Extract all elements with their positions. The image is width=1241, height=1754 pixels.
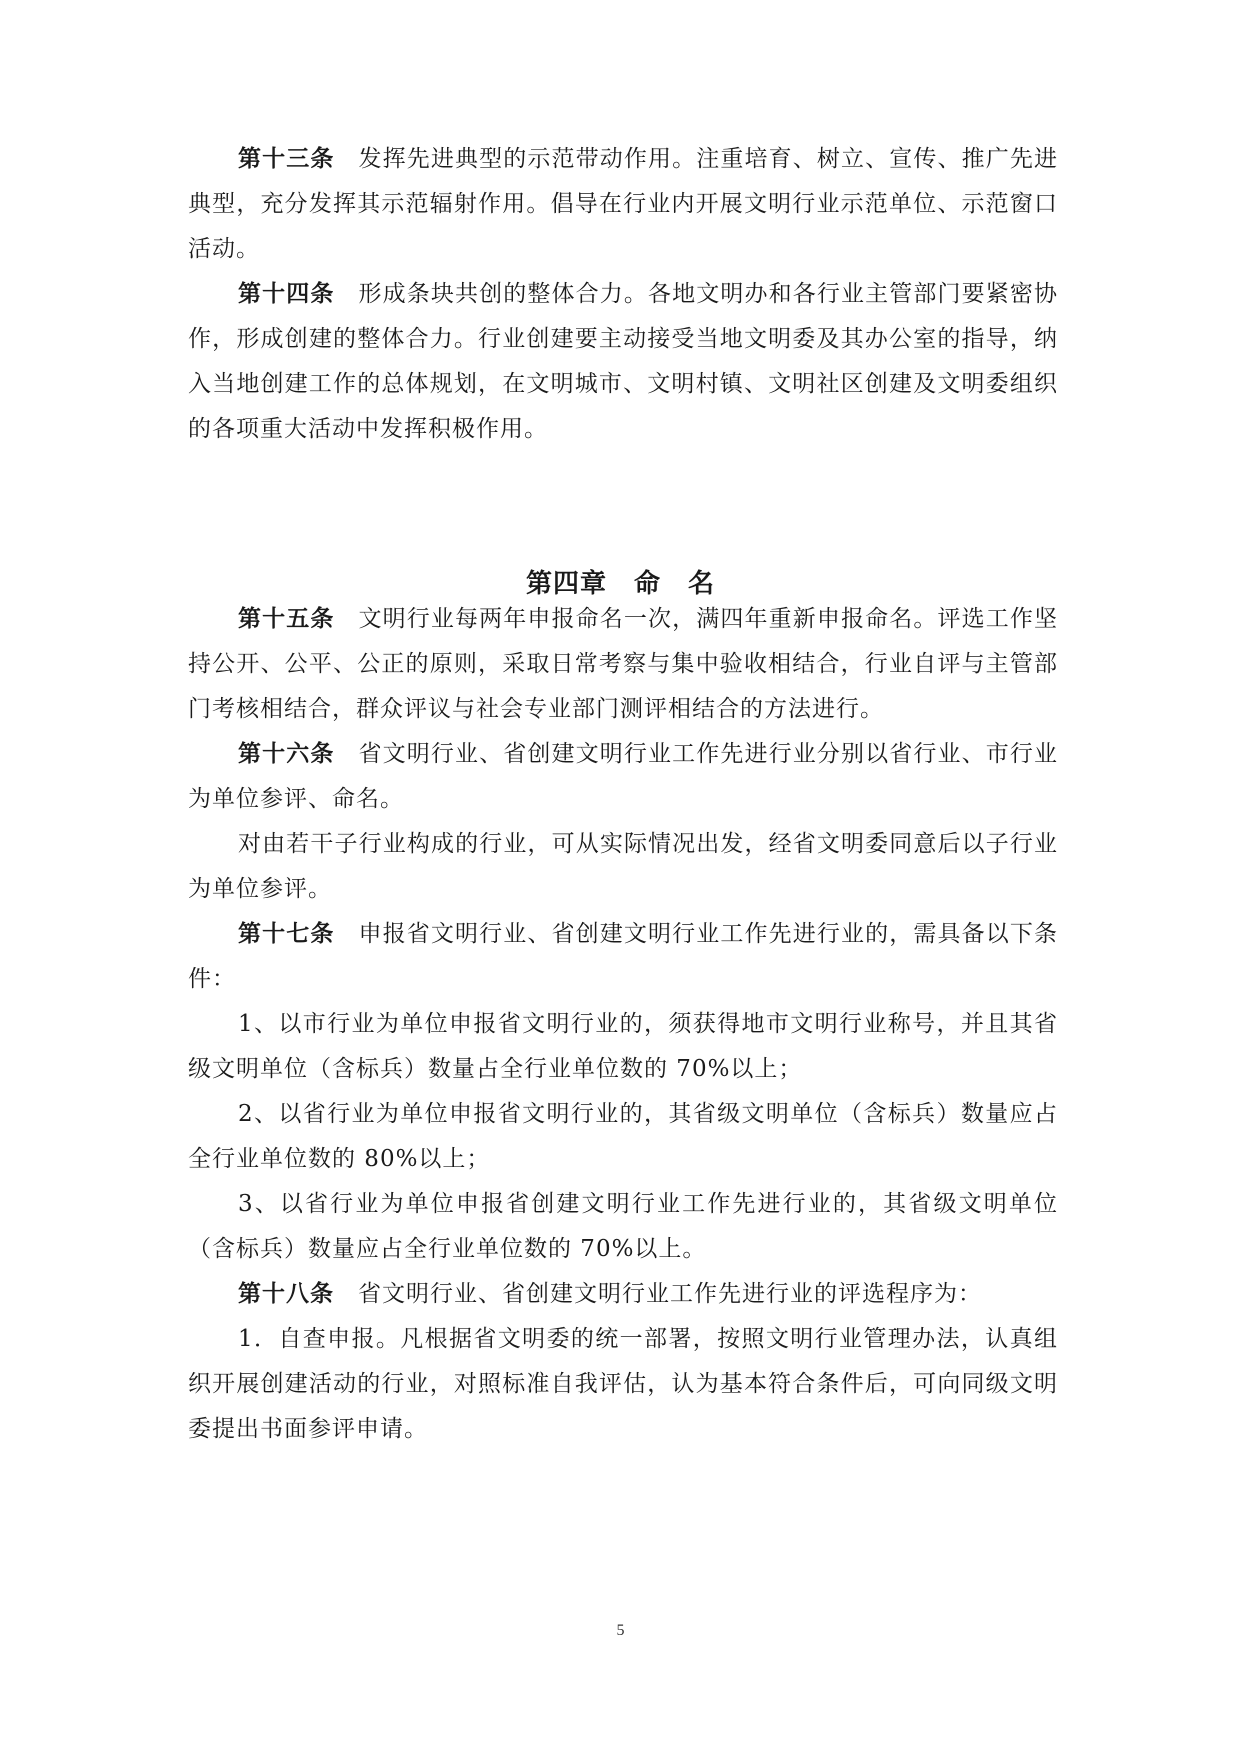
article-text: 省文明行业、省创建文明行业工作先进行业分别以省行业、市行业为单位参评、命名。: [188, 741, 1058, 812]
page-number: 5: [616, 1622, 625, 1639]
condition-text: 2、以省行业为单位申报省文明行业的，其省级文明单位（含标兵）数量应占全行业单位数的 80%以上；: [188, 1101, 1058, 1172]
article-label: 第十四条: [238, 281, 335, 307]
article-text: 申报省文明行业、省创建文明行业工作先进行业的，需具备以下条件：: [188, 921, 1058, 992]
paragraph-text: 对由若干子行业构成的行业，可从实际情况出发，经省文明委同意后以子行业为单位参评。: [188, 831, 1058, 902]
article-label: 第十三条: [238, 146, 335, 172]
condition-text: 1、以市行业为单位申报省文明行业的，须获得地市文明行业称号，并且其省级文明单位（含标兵）数量占全行业单位数的 70%以上；: [188, 1011, 1058, 1082]
article-label: 第十七条: [238, 921, 335, 947]
article-text: 形成条块共创的整体合力。各地文明办和各行业主管部门要紧密协作，形成创建的整体合力。行业创建要主动接受当地文明委及其办公室的指导，纳入当地创建工作的总体规划，在文明城市、文明村镇、文明社区创建及文明委组织的各项重大活动中发挥积极作用。: [188, 281, 1058, 442]
condition-3: [188, 1182, 1058, 1272]
article-label: 第十六条: [238, 741, 335, 767]
article-text: 文明行业每两年申报命名一次，满四年重新申报命名。评选工作坚持公开、公平、公正的原则，采取日常考察与集中验收相结合，行业自评与主管部门考核相结合，群众评议与社会专业部门测评相结合的方法进行。: [188, 606, 1058, 722]
condition-2: [188, 1092, 1058, 1182]
chapter-title: 第四章 命 名: [525, 569, 715, 599]
condition-text: 3、以省行业为单位申报省创建文明行业工作先进行业的，其省级文明单位（含标兵）数量应占全行业单位数的 70%以上。: [188, 1191, 1058, 1262]
article-14: [188, 272, 1058, 452]
article-label: 第十八条: [238, 1281, 334, 1307]
article-label: 第十五条: [238, 606, 335, 632]
article-16: [188, 732, 1058, 822]
procedure-text: 1．自查申报。凡根据省文明委的统一部署，按照文明行业管理办法，认真组织开展创建活动的行业，对照标准自我评估，认为基本符合条件后，可向同级文明委提出书面参评申请。: [188, 1326, 1058, 1442]
article-15: [188, 597, 1058, 732]
condition-1: [188, 1002, 1058, 1092]
procedure-1: [188, 1317, 1058, 1452]
article-text: 发挥先进典型的示范带动作用。注重培育、树立、宣传、推广先进典型，充分发挥其示范辐射作用。倡导在行业内开展文明行业示范单位、示范窗口活动。: [188, 146, 1058, 262]
article-18: [188, 1272, 1058, 1317]
article-13: [188, 137, 1058, 272]
article-17: [188, 912, 1058, 1002]
paragraph-sub-industry: [188, 822, 1058, 912]
article-text: 省文明行业、省创建文明行业工作先进行业的评选程序为：: [358, 1281, 982, 1307]
